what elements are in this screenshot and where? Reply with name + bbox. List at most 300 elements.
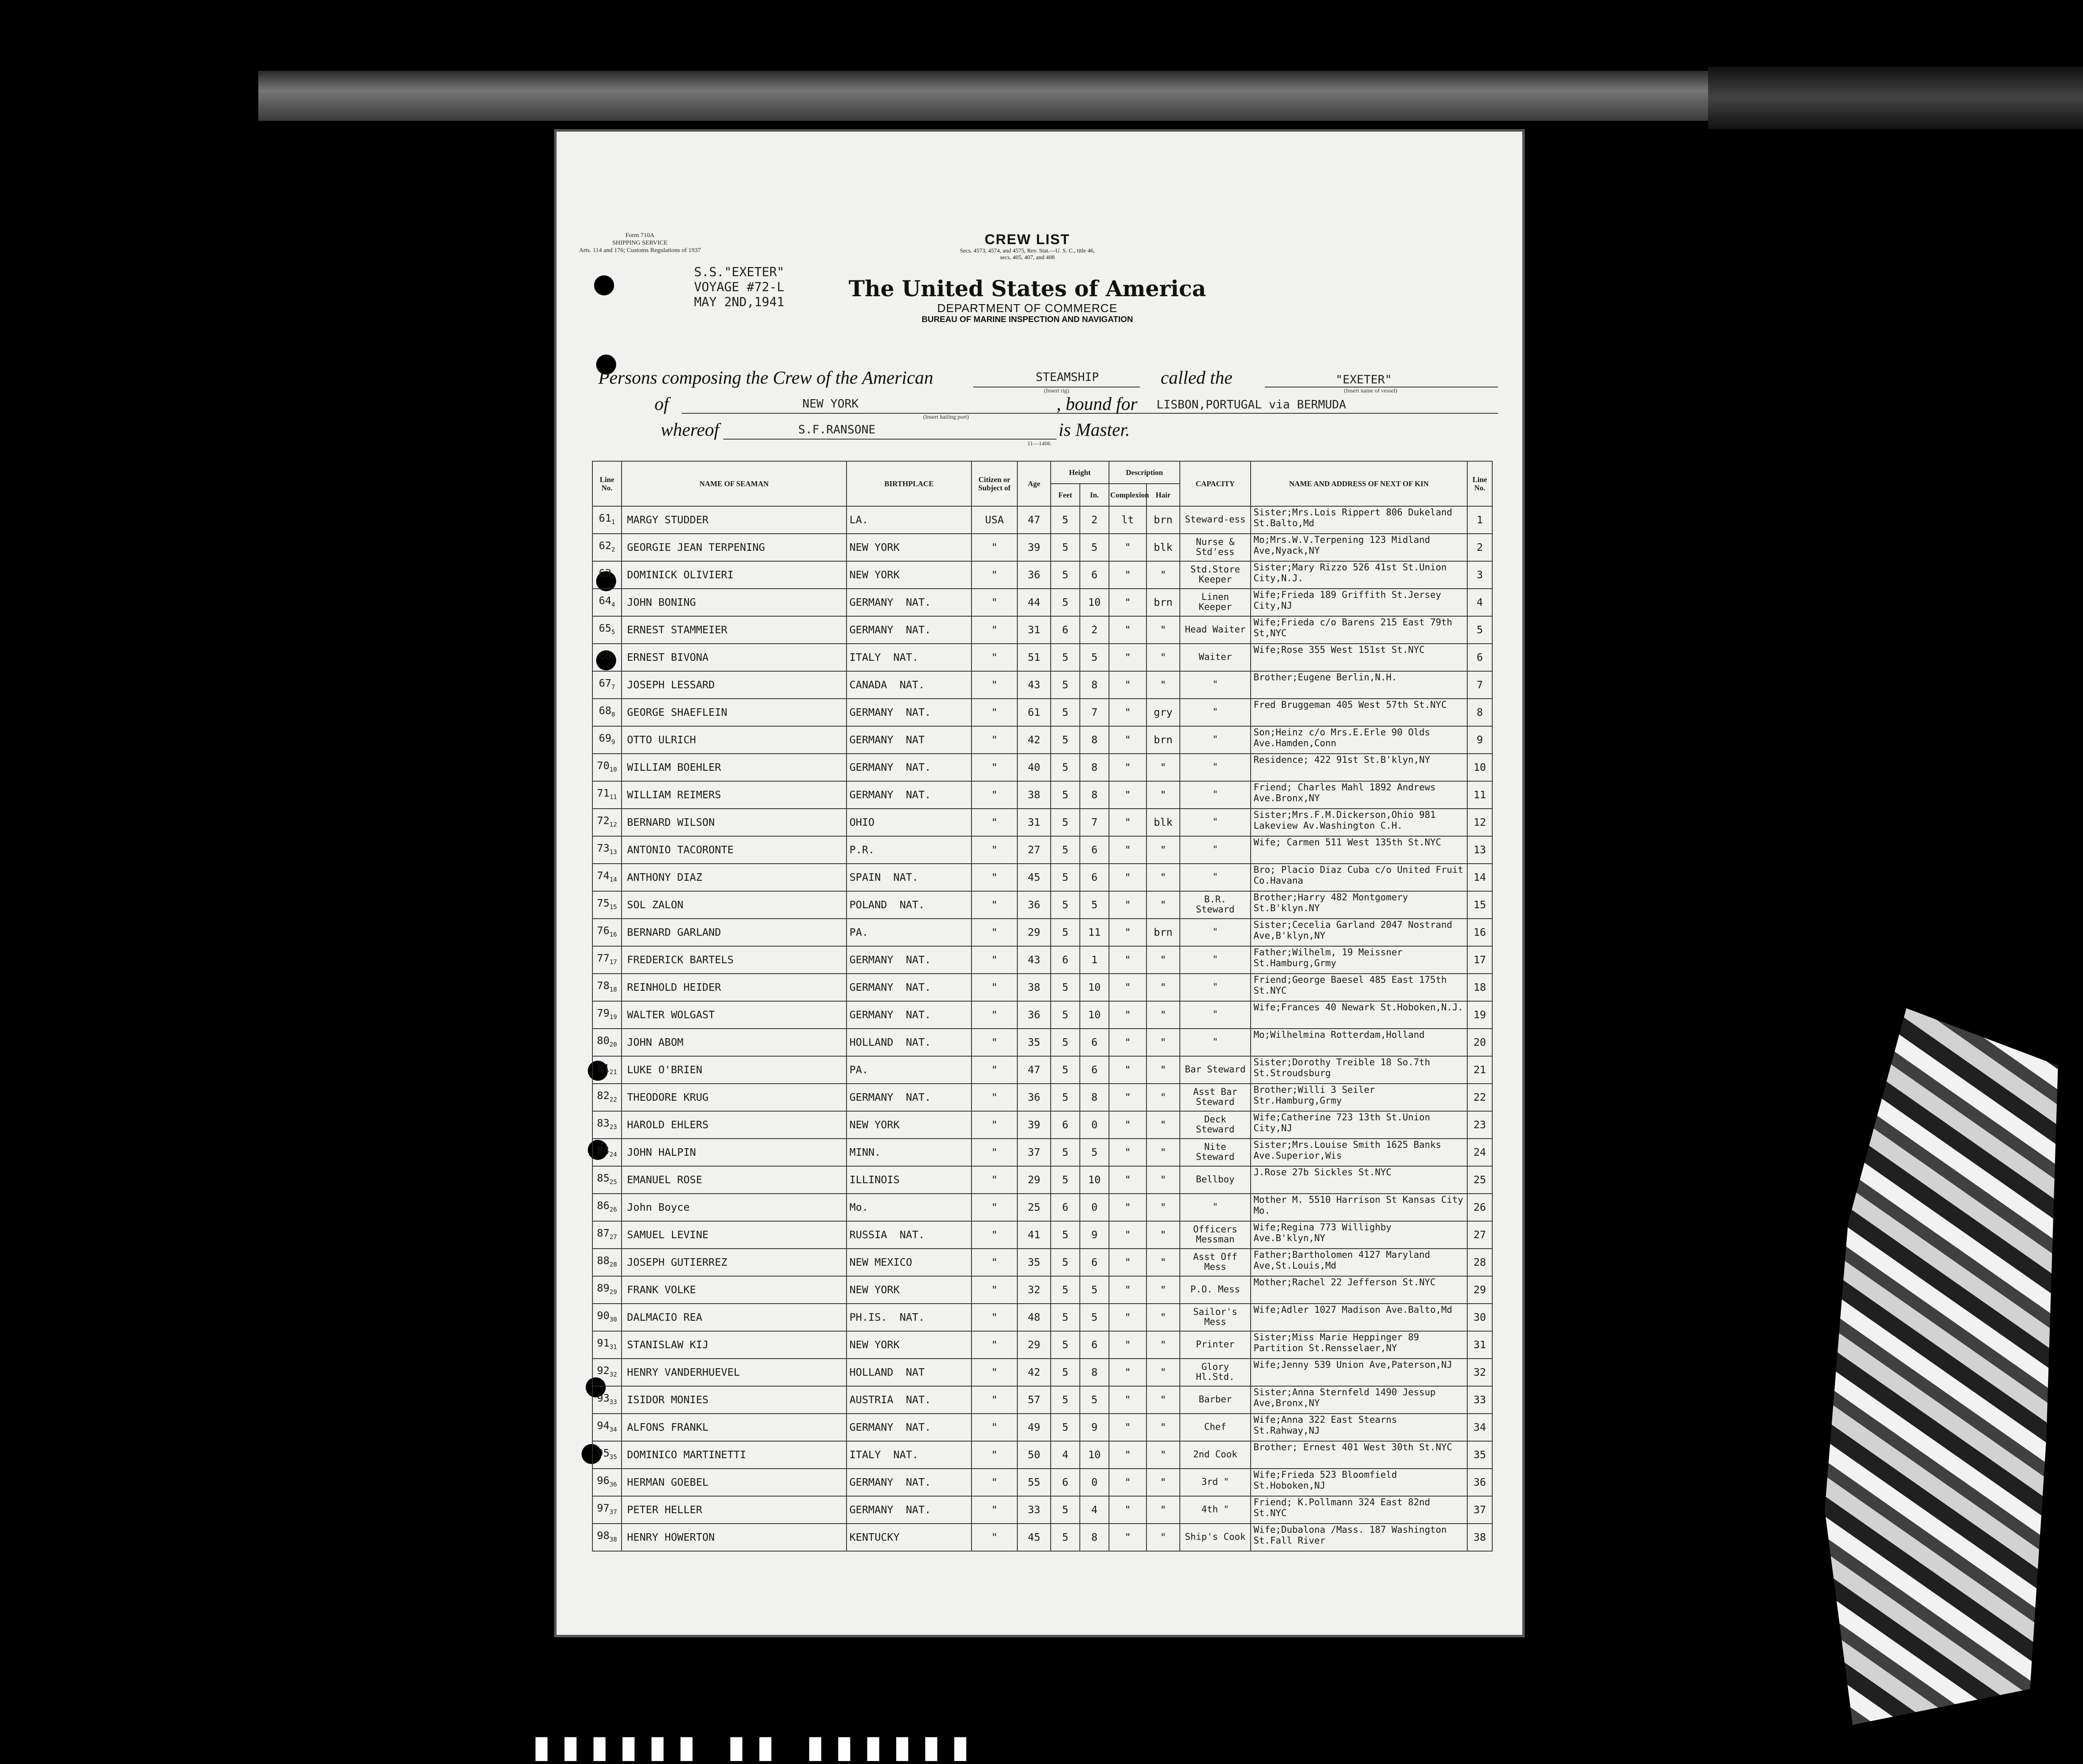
next-of-kin: Sister;Mary Rizzo 526 41st St.Union City,N.J. <box>1251 561 1467 589</box>
citizenship: " <box>972 1524 1017 1551</box>
next-of-kin: Wife;Adler 1027 Madison Ave.Balto,Md <box>1251 1304 1467 1331</box>
table-row <box>592 864 1492 891</box>
line-number: $76_{16}$ <box>592 919 622 946</box>
complexion: " <box>1109 1001 1146 1029</box>
table-row <box>592 1056 1492 1084</box>
citizenship: " <box>972 1001 1017 1029</box>
height-inches: 5 <box>1080 1139 1109 1166</box>
hair: " <box>1146 1359 1180 1386</box>
capacity: " <box>1180 919 1251 946</box>
hair: " <box>1146 781 1180 809</box>
birthplace: GERMANY NAT. <box>847 946 972 974</box>
birthplace: NEW MEXICO <box>847 1249 972 1276</box>
complexion: " <box>1109 809 1146 836</box>
complexion: " <box>1109 781 1146 809</box>
birthplace: GERMANY NAT. <box>847 699 972 726</box>
capacity: Bar Steward <box>1180 1056 1251 1084</box>
citizenship: " <box>972 644 1017 671</box>
citizenship: " <box>972 781 1017 809</box>
seaman-name: JOHN ABOM <box>622 1029 847 1056</box>
seaman-name: DALMACIO REA <box>622 1304 847 1331</box>
age: 45 <box>1017 1524 1051 1551</box>
height-inches: 8 <box>1080 1084 1109 1111</box>
table-row <box>592 1441 1492 1469</box>
hair: " <box>1146 561 1180 589</box>
line-number-right: 25 <box>1467 1166 1492 1194</box>
birthplace: ITALY NAT. <box>847 644 972 671</box>
seaman-name: JOSEPH LESSARD <box>622 671 847 699</box>
table-row <box>592 616 1492 644</box>
hailing-port: NEW YORK <box>802 397 859 410</box>
height-inches: 0 <box>1080 1111 1109 1139</box>
height-feet: 5 <box>1051 726 1080 754</box>
department-heading: DEPARTMENT OF COMMERCE <box>937 302 1118 315</box>
destination: LISBON,PORTUGAL via BERMUDA <box>1156 397 1346 411</box>
hair: gry <box>1146 699 1180 726</box>
next-of-kin: Sister;Mrs.Lois Rippert 806 Dukeland St.Balto,Md <box>1251 506 1467 534</box>
birthplace: KENTUCKY <box>847 1524 972 1551</box>
bureau-heading: BUREAU OF MARINE INSPECTION AND NAVIGATION <box>922 315 1133 324</box>
complexion: " <box>1109 1139 1146 1166</box>
line-number: $63_3$ <box>592 561 622 589</box>
birthplace: GERMANY NAT. <box>847 1414 972 1441</box>
height-feet: 5 <box>1051 974 1080 1001</box>
complexion: " <box>1109 1221 1146 1249</box>
birthplace: HOLLAND NAT. <box>847 1029 972 1056</box>
capacity: " <box>1180 1194 1251 1221</box>
complexion: " <box>1109 891 1146 919</box>
citizenship: " <box>972 1386 1017 1414</box>
line-number-right: 4 <box>1467 589 1492 616</box>
col-complexion: Complexion <box>1109 484 1146 506</box>
age: 55 <box>1017 1469 1051 1496</box>
line-number-right: 37 <box>1467 1496 1492 1524</box>
citizenship: " <box>972 699 1017 726</box>
complexion: " <box>1109 616 1146 644</box>
next-of-kin: Wife;Rose 355 West 151st St.NYC <box>1251 644 1467 671</box>
capacity: Asst Bar Steward <box>1180 1084 1251 1111</box>
line-number: $65_5$ <box>592 616 622 644</box>
seaman-name: HENRY VANDERHUEVEL <box>622 1359 847 1386</box>
vessel-rig: STEAMSHIP <box>1036 370 1099 384</box>
table-row <box>592 644 1492 671</box>
height-feet: 5 <box>1051 781 1080 809</box>
age: 43 <box>1017 946 1051 974</box>
line-number: $70_{10}$ <box>592 754 622 781</box>
table-row <box>592 781 1492 809</box>
age: 33 <box>1017 1496 1051 1524</box>
hair: " <box>1146 891 1180 919</box>
height-inches: 10 <box>1080 589 1109 616</box>
height-feet: 5 <box>1051 1139 1080 1166</box>
capacity: Printer <box>1180 1331 1251 1359</box>
next-of-kin: Sister;Mrs.Louise Smith 1625 Banks Ave.Superior,Wis <box>1251 1139 1467 1166</box>
citizenship: " <box>972 1359 1017 1386</box>
line-number-right: 36 <box>1467 1469 1492 1496</box>
height-inches: 6 <box>1080 1056 1109 1084</box>
col-description: Description <box>1109 461 1180 484</box>
age: 39 <box>1017 1111 1051 1139</box>
age: 39 <box>1017 534 1051 561</box>
height-feet: 5 <box>1051 1056 1080 1084</box>
line-number: $85_{25}$ <box>592 1166 622 1194</box>
birthplace: RUSSIA NAT. <box>847 1221 972 1249</box>
citizenship: " <box>972 1469 1017 1496</box>
next-of-kin: Wife;Jenny 539 Union Ave,Paterson,NJ <box>1251 1359 1467 1386</box>
height-inches: 5 <box>1080 644 1109 671</box>
capacity: Sailor's Mess <box>1180 1304 1251 1331</box>
col-line-no-right: Line No. <box>1467 461 1492 506</box>
next-of-kin: J.Rose 27b Sickles St.NYC <box>1251 1166 1467 1194</box>
hair: " <box>1146 644 1180 671</box>
table-row <box>592 1249 1492 1276</box>
age: 31 <box>1017 616 1051 644</box>
birthplace: CANADA NAT. <box>847 671 972 699</box>
seaman-name: HENRY HOWERTON <box>622 1524 847 1551</box>
age: 42 <box>1017 1359 1051 1386</box>
height-inches: 6 <box>1080 561 1109 589</box>
hair: " <box>1146 1441 1180 1469</box>
seaman-name: WALTER WOLGAST <box>622 1001 847 1029</box>
capacity: " <box>1180 1001 1251 1029</box>
complexion: " <box>1109 726 1146 754</box>
line-number: $67_7$ <box>592 671 622 699</box>
line-number: $61_1$ <box>592 506 622 534</box>
next-of-kin: Brother;Willi 3 Seiler Str.Hamburg,Grmy <box>1251 1084 1467 1111</box>
capacity: Ship's Cook <box>1180 1524 1251 1551</box>
line-number-right: 14 <box>1467 864 1492 891</box>
capacity: " <box>1180 974 1251 1001</box>
citizenship: " <box>972 726 1017 754</box>
height-inches: 6 <box>1080 1249 1109 1276</box>
citizenship: " <box>972 561 1017 589</box>
height-inches: 5 <box>1080 1276 1109 1304</box>
line-number: $94_{34}$ <box>592 1414 622 1441</box>
age: 51 <box>1017 644 1051 671</box>
height-inches: 5 <box>1080 1304 1109 1331</box>
line-number: $88_{28}$ <box>592 1249 622 1276</box>
height-feet: 5 <box>1051 836 1080 864</box>
line-number-right: 10 <box>1467 754 1492 781</box>
complexion: " <box>1109 1084 1146 1111</box>
next-of-kin: Son;Heinz c/o Mrs.E.Erle 90 Olds Ave.Hamden,Conn <box>1251 726 1467 754</box>
height-inches: 8 <box>1080 726 1109 754</box>
capacity: Waiter <box>1180 644 1251 671</box>
birthplace: HOLLAND NAT <box>847 1359 972 1386</box>
hair: " <box>1146 1496 1180 1524</box>
height-feet: 5 <box>1051 864 1080 891</box>
next-of-kin: Mo;Mrs.W.V.Terpening 123 Midland Ave,Nyack,NY <box>1251 534 1467 561</box>
next-of-kin: Mother M. 5510 Harrison St Kansas City Mo. <box>1251 1194 1467 1221</box>
height-feet: 5 <box>1051 534 1080 561</box>
height-inches: 7 <box>1080 809 1109 836</box>
seaman-name: ALFONS FRANKL <box>622 1414 847 1441</box>
height-inches: 8 <box>1080 754 1109 781</box>
line-number-right: 5 <box>1467 616 1492 644</box>
line-number: $73_{13}$ <box>592 836 622 864</box>
line-number-right: 8 <box>1467 699 1492 726</box>
age: 35 <box>1017 1029 1051 1056</box>
line-number-right: 3 <box>1467 561 1492 589</box>
next-of-kin: Father;Wilhelm, 19 Meissner St.Hamburg,Grmy <box>1251 946 1467 974</box>
birthplace: NEW YORK <box>847 534 972 561</box>
complexion: " <box>1109 1331 1146 1359</box>
table-row <box>592 561 1492 589</box>
age: 36 <box>1017 561 1051 589</box>
height-inches: 7 <box>1080 699 1109 726</box>
line-number-right: 6 <box>1467 644 1492 671</box>
seaman-name: FRANK VOLKE <box>622 1276 847 1304</box>
hair: " <box>1146 1524 1180 1551</box>
line-number: $82_{22}$ <box>592 1084 622 1111</box>
citizenship: " <box>972 946 1017 974</box>
height-inches: 10 <box>1080 1441 1109 1469</box>
country-heading: The United States of America <box>848 276 1206 302</box>
next-of-kin: Friend;George Baesel 485 East 175th St.NYC <box>1251 974 1467 1001</box>
line-number-right: 16 <box>1467 919 1492 946</box>
height-inches: 8 <box>1080 1359 1109 1386</box>
height-inches: 0 <box>1080 1194 1109 1221</box>
height-feet: 5 <box>1051 1359 1080 1386</box>
next-of-kin: Sister;Anna Sternfeld 1490 Jessup Ave,Bronx,NY <box>1251 1386 1467 1414</box>
age: 36 <box>1017 1084 1051 1111</box>
age: 29 <box>1017 919 1051 946</box>
seaman-name: HAROLD EHLERS <box>622 1111 847 1139</box>
age: 47 <box>1017 506 1051 534</box>
age: 25 <box>1017 1194 1051 1221</box>
table-row <box>592 1386 1492 1414</box>
citizenship: " <box>972 1084 1017 1111</box>
seaman-name: THEODORE KRUG <box>622 1084 847 1111</box>
table-row <box>592 1359 1492 1386</box>
height-feet: 5 <box>1051 1029 1080 1056</box>
citizenship: " <box>972 1056 1017 1084</box>
table-row <box>592 836 1492 864</box>
line-number: $87_{27}$ <box>592 1221 622 1249</box>
complexion: " <box>1109 644 1146 671</box>
line-number-right: 29 <box>1467 1276 1492 1304</box>
line-number: $90_{30}$ <box>592 1304 622 1331</box>
birthplace: POLAND NAT. <box>847 891 972 919</box>
next-of-kin: Residence; 422 91st St.B'klyn,NY <box>1251 754 1467 781</box>
height-inches: 8 <box>1080 671 1109 699</box>
line-number-right: 11 <box>1467 781 1492 809</box>
age: 61 <box>1017 699 1051 726</box>
line-number: $75_{15}$ <box>592 891 622 919</box>
line-number: $96_{36}$ <box>592 1469 622 1496</box>
line-number: $72_{12}$ <box>592 809 622 836</box>
table-row <box>592 1001 1492 1029</box>
age: 41 <box>1017 1221 1051 1249</box>
capacity: Deck Steward <box>1180 1111 1251 1139</box>
next-of-kin: Wife;Frieda 523 Bloomfield St.Hoboken,NJ <box>1251 1469 1467 1496</box>
hair: blk <box>1146 809 1180 836</box>
seaman-name: DOMINICK OLIVIERI <box>622 561 847 589</box>
height-inches: 8 <box>1080 1524 1109 1551</box>
birthplace: NEW YORK <box>847 1331 972 1359</box>
seaman-name: WILLIAM REIMERS <box>622 781 847 809</box>
hair: brn <box>1146 919 1180 946</box>
complexion: " <box>1109 1194 1146 1221</box>
line-number: $86_{26}$ <box>592 1194 622 1221</box>
hair: " <box>1146 1139 1180 1166</box>
table-row <box>592 974 1492 1001</box>
col-feet: Feet <box>1051 484 1080 506</box>
seaman-name: DOMINICO MARTINETTI <box>622 1441 847 1469</box>
line-number: $71_{11}$ <box>592 781 622 809</box>
capacity: " <box>1180 836 1251 864</box>
capacity: " <box>1180 726 1251 754</box>
line-number-right: 38 <box>1467 1524 1492 1551</box>
complexion: " <box>1109 864 1146 891</box>
table-row <box>592 671 1492 699</box>
table-row <box>592 1524 1492 1551</box>
height-feet: 5 <box>1051 1166 1080 1194</box>
next-of-kin: Mother;Rachel 22 Jefferson St.NYC <box>1251 1276 1467 1304</box>
citizenship: " <box>972 1194 1017 1221</box>
table-row <box>592 1029 1492 1056</box>
seaman-name: ANTHONY DIAZ <box>622 864 847 891</box>
hair: brn <box>1146 726 1180 754</box>
complexion: " <box>1109 1414 1146 1441</box>
birthplace: PH.IS. NAT. <box>847 1304 972 1331</box>
seaman-name: JOSEPH GUTIERREZ <box>622 1249 847 1276</box>
hair: " <box>1146 1056 1180 1084</box>
film-edge-top-right <box>1708 67 2083 129</box>
next-of-kin: Wife;Anna 322 East Stearns St.Rahway,NJ <box>1251 1414 1467 1441</box>
complexion: " <box>1109 919 1146 946</box>
seaman-name: ERNEST BIVONA <box>622 644 847 671</box>
line-number-right: 24 <box>1467 1139 1492 1166</box>
hair: " <box>1146 1304 1180 1331</box>
next-of-kin: Father;Bartholomen 4127 Maryland Ave,St.Louis,Md <box>1251 1249 1467 1276</box>
table-row <box>592 1166 1492 1194</box>
birthplace: PA. <box>847 1056 972 1084</box>
height-inches: 2 <box>1080 616 1109 644</box>
capacity: Chef <box>1180 1414 1251 1441</box>
hair: " <box>1146 1194 1180 1221</box>
citizenship: " <box>972 809 1017 836</box>
line-number-right: 30 <box>1467 1304 1492 1331</box>
hair: " <box>1146 1276 1180 1304</box>
table-row <box>592 891 1492 919</box>
next-of-kin: Brother;Eugene Berlin,N.H. <box>1251 671 1467 699</box>
table-row <box>592 809 1492 836</box>
capacity: 4th " <box>1180 1496 1251 1524</box>
line-number: $68_8$ <box>592 699 622 726</box>
complexion: " <box>1109 1524 1146 1551</box>
complexion: " <box>1109 1029 1146 1056</box>
next-of-kin: Sister;Cecelia Garland 2047 Nostrand Ave,B'klyn,NY <box>1251 919 1467 946</box>
age: 40 <box>1017 754 1051 781</box>
next-of-kin: Brother; Ernest 401 West 30th St.NYC <box>1251 1441 1467 1469</box>
height-feet: 5 <box>1051 1304 1080 1331</box>
seaman-name: STANISLAW KIJ <box>622 1331 847 1359</box>
age: 36 <box>1017 891 1051 919</box>
table-row <box>592 1331 1492 1359</box>
hair: " <box>1146 616 1180 644</box>
seaman-name: WILLIAM BOEHLER <box>622 754 847 781</box>
complexion: " <box>1109 1386 1146 1414</box>
seaman-name: OTTO ULRICH <box>622 726 847 754</box>
age: 37 <box>1017 1139 1051 1166</box>
height-inches: 11 <box>1080 919 1109 946</box>
line-number-right: 1 <box>1467 506 1492 534</box>
seaman-name: FREDERICK BARTELS <box>622 946 847 974</box>
complexion: " <box>1109 1249 1146 1276</box>
complexion: " <box>1109 1056 1146 1084</box>
height-feet: 5 <box>1051 1001 1080 1029</box>
table-row <box>592 1469 1492 1496</box>
age: 36 <box>1017 1001 1051 1029</box>
height-feet: 5 <box>1051 506 1080 534</box>
height-feet: 5 <box>1051 1524 1080 1551</box>
document-header: CREW LIST Secs. 4573, 4574, and 4575, Rev. Stat.—U. S. C., title 46, secs. 405, 407, and 408 The United States of America DEPARTMENT OF COMMERCE BUREAU OF MARINE INSPECTION AND NAVIGATION <box>798 232 1256 325</box>
complexion: " <box>1109 1469 1146 1496</box>
age: 27 <box>1017 836 1051 864</box>
citizenship: " <box>972 891 1017 919</box>
line-number: $93_{33}$ <box>592 1386 622 1414</box>
seaman-name: GEORGE SHAEFLEIN <box>622 699 847 726</box>
hair: " <box>1146 1249 1180 1276</box>
capacity: Nite Steward <box>1180 1139 1251 1166</box>
capacity: B.R. Steward <box>1180 891 1251 919</box>
hair: " <box>1146 754 1180 781</box>
height-inches: 5 <box>1080 1386 1109 1414</box>
hair: " <box>1146 1221 1180 1249</box>
line-number: $84_{24}$ <box>592 1139 622 1166</box>
citizenship: " <box>972 534 1017 561</box>
birthplace: GERMANY NAT. <box>847 1084 972 1111</box>
seaman-name: ANTONIO TACORONTE <box>622 836 847 864</box>
height-feet: 5 <box>1051 891 1080 919</box>
next-of-kin: Friend; Charles Mahl 1892 Andrews Ave.Bronx,NY <box>1251 781 1467 809</box>
line-number: $77_{17}$ <box>592 946 622 974</box>
line-number-right: 31 <box>1467 1331 1492 1359</box>
capacity: " <box>1180 946 1251 974</box>
line-number-right: 27 <box>1467 1221 1492 1249</box>
seaman-name: John Boyce <box>622 1194 847 1221</box>
citizenship: " <box>972 589 1017 616</box>
vessel-name: "EXETER" <box>1336 372 1392 386</box>
table-row <box>592 1194 1492 1221</box>
line-number: $62_2$ <box>592 534 622 561</box>
age: 35 <box>1017 1249 1051 1276</box>
hair: " <box>1146 671 1180 699</box>
hair: " <box>1146 1386 1180 1414</box>
height-inches: 9 <box>1080 1414 1109 1441</box>
height-feet: 5 <box>1051 1084 1080 1111</box>
line-number-right: 34 <box>1467 1414 1492 1441</box>
line-number-right: 28 <box>1467 1249 1492 1276</box>
next-of-kin: Wife;Regina 773 Willighby Ave.B'klyn,NY <box>1251 1221 1467 1249</box>
height-feet: 5 <box>1051 671 1080 699</box>
birthplace: GERMANY NAT. <box>847 754 972 781</box>
birthplace: GERMANY NAT. <box>847 616 972 644</box>
age: 49 <box>1017 1414 1051 1441</box>
birthplace: LA. <box>847 506 972 534</box>
age: 32 <box>1017 1276 1051 1304</box>
line-number-right: 12 <box>1467 809 1492 836</box>
seaman-name: LUKE O'BRIEN <box>622 1056 847 1084</box>
line-number-right: 15 <box>1467 891 1492 919</box>
table-row <box>592 726 1492 754</box>
next-of-kin: Bro; Placio Diaz Cuba c/o United Fruit Co.Havana <box>1251 864 1467 891</box>
line-number: $79_{19}$ <box>592 1001 622 1029</box>
hair: " <box>1146 1084 1180 1111</box>
age: 38 <box>1017 974 1051 1001</box>
seaman-name: PETER HELLER <box>622 1496 847 1524</box>
